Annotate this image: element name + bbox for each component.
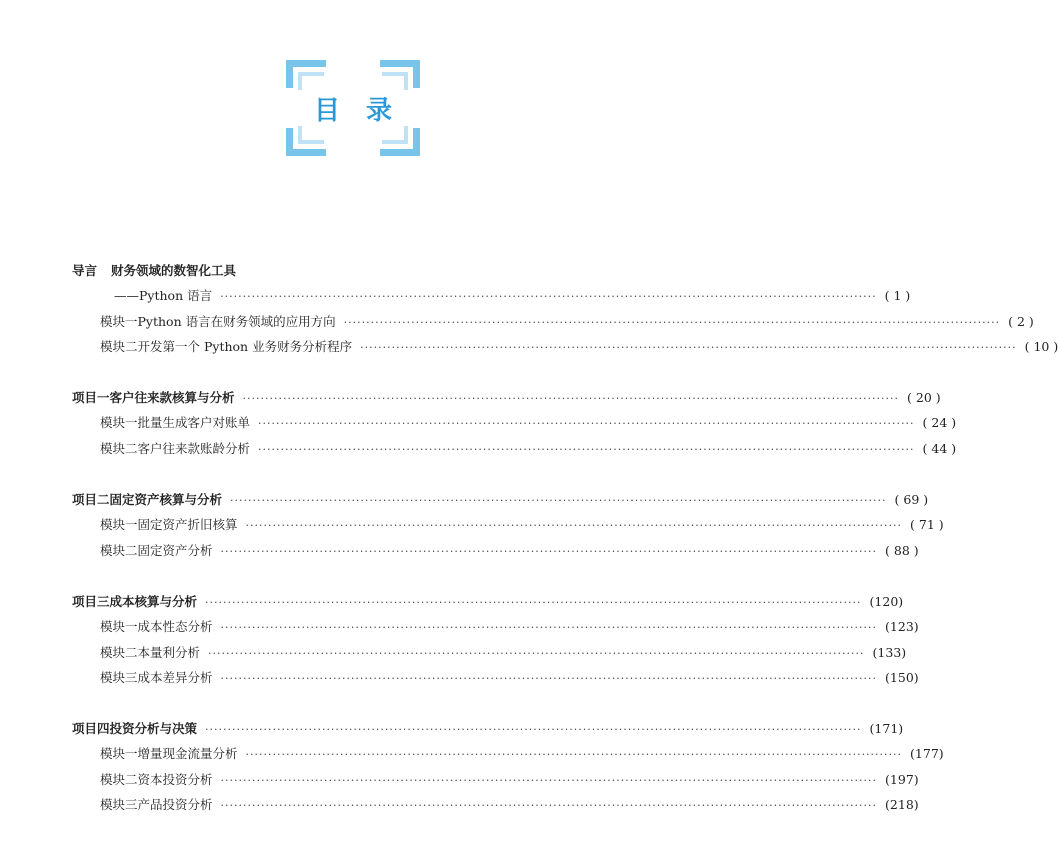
- module-label: 模块一: [100, 619, 138, 635]
- toc-entry[interactable]: [72, 283, 911, 308]
- toc-entry[interactable]: [72, 410, 957, 435]
- leader-dots: ··················································································································································: [220, 544, 878, 558]
- leader-dots: ··················································································································································: [230, 494, 887, 508]
- section-title: 投资分析与决策: [109, 721, 198, 737]
- module-title: 批量生成客户对账单: [137, 415, 251, 431]
- leader-dots: ··················································································································································: [258, 442, 915, 456]
- module-title: 本量利分析: [137, 644, 201, 660]
- page-number: ( 2 ): [1008, 313, 1034, 329]
- module-label: 模块二: [100, 542, 138, 558]
- page-number: ( 88 ): [885, 542, 919, 558]
- leader-dots: ··················································································································································: [220, 799, 878, 813]
- section-title: 客户往来款核算与分析: [109, 390, 235, 406]
- page-number: ( 44 ): [922, 440, 957, 456]
- frame-inner-corner: [404, 72, 408, 90]
- page-number: ( 71 ): [910, 517, 944, 533]
- module-label: 模块二: [100, 771, 138, 787]
- toc-entry[interactable]: [72, 436, 957, 461]
- leader-dots: ··················································································································································: [220, 773, 878, 787]
- frame-corner: [413, 128, 420, 156]
- toc-section-heading[interactable]: [72, 716, 904, 741]
- module-title: 成本性态分析: [137, 619, 213, 635]
- leader-dots: ··················································································································································: [220, 621, 878, 635]
- leader-dots: ··················································································································································: [205, 595, 862, 609]
- section-label: 项目四: [72, 721, 110, 737]
- leader-dots: ··················································································································································: [343, 315, 1001, 329]
- module-title: 增量现金流量分析: [137, 746, 238, 762]
- leader-dots: ··················································································································································: [258, 417, 915, 431]
- page-number: ( 20 ): [907, 390, 941, 406]
- module-title: 资本投资分析: [137, 771, 213, 787]
- section-title: 成本核算与分析: [109, 593, 198, 609]
- leader-dots: ··················································································································································: [242, 392, 900, 406]
- module-title: 开发第一个 Python 业务财务分析程序: [137, 338, 353, 354]
- module-title: 客户往来款账龄分析: [137, 440, 251, 456]
- page-number: (218): [885, 797, 919, 813]
- frame-corner: [286, 60, 293, 88]
- page-number: (133): [872, 644, 907, 660]
- toc-entry[interactable]: [72, 741, 944, 766]
- module-title: Python 语言在财务领域的应用方向: [137, 313, 336, 329]
- page-number: (197): [885, 771, 919, 787]
- frame-inner-corner: [298, 126, 302, 144]
- section-label: 项目一: [72, 390, 110, 406]
- toc-entry[interactable]: [72, 640, 907, 665]
- module-label: 模块二: [100, 644, 138, 660]
- page-number: (150): [885, 669, 919, 685]
- module-label: 模块一: [100, 746, 138, 762]
- page-number: (177): [910, 746, 944, 762]
- module-label: 模块三: [100, 797, 138, 813]
- leader-dots: ··················································································································································: [245, 519, 903, 533]
- toc-entry[interactable]: [72, 614, 919, 639]
- toc-section-heading[interactable]: [72, 589, 904, 614]
- leader-dots: ··················································································································································: [220, 671, 878, 685]
- module-label: 模块二: [100, 338, 138, 354]
- toc-entry[interactable]: [72, 334, 1058, 359]
- page-number: ( 10 ): [1024, 338, 1058, 354]
- section-subtitle: ——Python 语言: [114, 288, 213, 304]
- section-label: 导言: [72, 263, 98, 278]
- frame-corner: [286, 128, 293, 156]
- toc-entry[interactable]: [72, 665, 919, 690]
- toc-section-heading[interactable]: [72, 385, 941, 410]
- module-title: 固定资产折旧核算: [137, 517, 238, 533]
- page-number: (171): [869, 721, 904, 737]
- frame-inner-corner: [404, 126, 408, 144]
- section-title: 财务领域的数智化工具: [111, 263, 237, 278]
- frame-corner: [413, 60, 420, 88]
- page-number: (123): [885, 619, 919, 635]
- module-title: 成本差异分析: [137, 669, 213, 685]
- leader-dots: ··················································································································································: [220, 290, 877, 304]
- leader-dots: ··················································································································································: [205, 723, 862, 737]
- page-number: ( 69 ): [894, 492, 929, 508]
- page-number: ( 1 ): [884, 288, 911, 304]
- section-label: 项目三: [72, 593, 110, 609]
- toc-entry[interactable]: [72, 792, 919, 817]
- leader-dots: ··················································································································································: [245, 748, 903, 762]
- section-title: 固定资产核算与分析: [109, 492, 223, 508]
- module-title: 固定资产分析: [137, 542, 213, 558]
- leader-dots: ··················································································································································: [360, 340, 1017, 354]
- toc-entry[interactable]: [72, 512, 944, 537]
- module-label: 模块一: [100, 415, 138, 431]
- module-label: 模块一: [100, 313, 138, 329]
- module-label: 模块三: [100, 669, 138, 685]
- page-number: ( 24 ): [922, 415, 957, 431]
- toc-section-heading[interactable]: [72, 258, 632, 283]
- frame-inner-corner: [298, 72, 302, 90]
- module-label: 模块一: [100, 517, 138, 533]
- toc-entry[interactable]: [72, 538, 919, 563]
- leader-dots: ··················································································································································: [208, 646, 865, 660]
- toc-section-heading[interactable]: [72, 487, 929, 512]
- toc-entry[interactable]: [72, 309, 1034, 334]
- page-title: 目录: [313, 96, 418, 126]
- module-label: 模块二: [100, 440, 138, 456]
- section-label: 项目二: [72, 492, 110, 508]
- toc-entry[interactable]: [72, 767, 919, 792]
- page-number: (120): [869, 593, 904, 609]
- title-frame: [286, 60, 420, 156]
- table-of-contents: [72, 258, 1058, 817]
- module-title: 产品投资分析: [137, 797, 213, 813]
